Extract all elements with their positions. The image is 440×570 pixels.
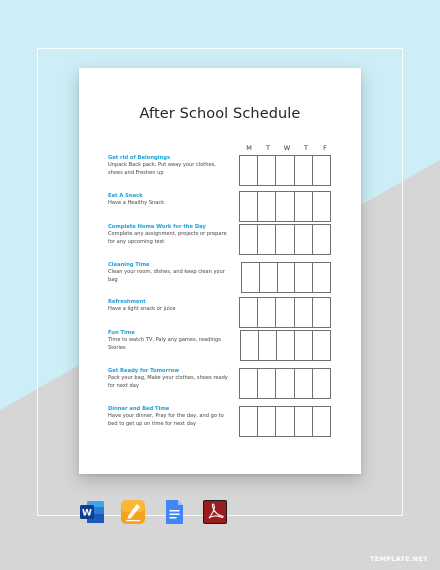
checkbox-grid bbox=[241, 262, 331, 293]
day-label: T bbox=[266, 144, 270, 152]
activity-title: Refreshment bbox=[108, 299, 146, 305]
activity-title: Fun Time bbox=[108, 330, 135, 336]
activity-description: Time to watch TV, Paly any games, readings Stories bbox=[108, 337, 221, 351]
activity-title: Complete Home Work for the Day bbox=[108, 224, 206, 230]
day-checkbox-cell[interactable] bbox=[313, 192, 330, 221]
day-label: F bbox=[323, 144, 327, 152]
day-checkbox-cell[interactable] bbox=[240, 369, 258, 398]
pages-icon[interactable] bbox=[119, 498, 147, 526]
day-checkbox-cell[interactable] bbox=[313, 156, 330, 185]
activity-description: Have a Healthy Snack bbox=[108, 200, 165, 206]
day-checkbox-cell[interactable] bbox=[258, 407, 276, 436]
activity-description: Pack your bag, Make your clothes, shoes ready for next day bbox=[108, 375, 228, 389]
checkbox-grid bbox=[239, 297, 331, 328]
day-checkbox-cell[interactable] bbox=[295, 225, 313, 254]
svg-text:W: W bbox=[82, 508, 92, 519]
day-checkbox-cell[interactable] bbox=[258, 298, 276, 327]
document-page bbox=[79, 68, 361, 474]
day-label: T bbox=[304, 144, 308, 152]
day-checkbox-cell[interactable] bbox=[258, 192, 276, 221]
day-checkbox-cell[interactable] bbox=[258, 369, 276, 398]
activity-title: Cleaning Time bbox=[108, 262, 150, 268]
activity-title: Get Ready for Tomorrow bbox=[108, 368, 180, 374]
pdf-icon[interactable] bbox=[201, 498, 229, 526]
day-checkbox-cell[interactable] bbox=[258, 225, 276, 254]
activity-description: Have a light snack or juice bbox=[108, 306, 176, 312]
day-checkbox-cell[interactable] bbox=[276, 369, 294, 398]
day-checkbox-cell[interactable] bbox=[259, 331, 277, 360]
day-checkbox-cell[interactable] bbox=[313, 331, 330, 360]
day-checkbox-cell[interactable] bbox=[240, 407, 258, 436]
day-checkbox-cell[interactable] bbox=[278, 263, 296, 292]
day-label: W bbox=[283, 144, 291, 152]
day-checkbox-cell[interactable] bbox=[313, 369, 330, 398]
day-checkbox-cell[interactable] bbox=[295, 369, 313, 398]
checkbox-grid bbox=[239, 191, 331, 222]
day-checkbox-cell[interactable] bbox=[240, 192, 258, 221]
day-checkbox-cell[interactable] bbox=[276, 156, 294, 185]
activity-description: Complete any assignment, projects or prepare for any upcoming test bbox=[108, 231, 227, 245]
day-checkbox-cell[interactable] bbox=[276, 225, 294, 254]
day-checkbox-cell[interactable] bbox=[277, 331, 295, 360]
day-label: M bbox=[246, 144, 252, 152]
activity-description: Clean your room, dishes, and keep clean your bag bbox=[108, 269, 225, 283]
checkbox-grid bbox=[239, 224, 331, 255]
document-title: After School Schedule bbox=[139, 106, 301, 122]
activity-description: Unpack Back pack, Put away your clothes, shoes and Freshen up bbox=[108, 162, 216, 176]
day-checkbox-cell[interactable] bbox=[295, 156, 313, 185]
checkbox-grid bbox=[240, 330, 331, 361]
activity-description: Have your dinner, Pray for the day, and go to bed to get up on time for next day bbox=[108, 413, 224, 427]
day-checkbox-cell[interactable] bbox=[295, 331, 313, 360]
day-checkbox-cell[interactable] bbox=[313, 407, 330, 436]
activity-title: Eat A Snack bbox=[108, 193, 143, 199]
day-checkbox-cell[interactable] bbox=[240, 156, 258, 185]
day-checkbox-cell[interactable] bbox=[242, 263, 260, 292]
watermark: TEMPLATE.NET bbox=[369, 555, 428, 563]
format-icons bbox=[78, 498, 229, 526]
day-checkbox-cell[interactable] bbox=[313, 298, 330, 327]
checkbox-grid bbox=[239, 406, 331, 437]
day-checkbox-cell[interactable] bbox=[313, 263, 330, 292]
day-checkbox-cell[interactable] bbox=[240, 298, 258, 327]
day-checkbox-cell[interactable] bbox=[240, 225, 258, 254]
google-docs-icon[interactable] bbox=[160, 498, 188, 526]
day-checkbox-cell[interactable] bbox=[276, 298, 294, 327]
day-checkbox-cell[interactable] bbox=[276, 192, 294, 221]
day-checkbox-cell[interactable] bbox=[295, 263, 313, 292]
checkbox-grid bbox=[239, 155, 331, 186]
day-checkbox-cell[interactable] bbox=[258, 156, 276, 185]
activity-title: Dinner and Bed Time bbox=[108, 406, 170, 412]
day-checkbox-cell[interactable] bbox=[276, 407, 294, 436]
day-checkbox-cell[interactable] bbox=[313, 225, 330, 254]
day-checkbox-cell[interactable] bbox=[295, 407, 313, 436]
day-checkbox-cell[interactable] bbox=[241, 331, 259, 360]
checkbox-grid bbox=[239, 368, 331, 399]
day-checkbox-cell[interactable] bbox=[260, 263, 278, 292]
day-checkbox-cell[interactable] bbox=[295, 192, 313, 221]
activity-title: Get rid of Belongings bbox=[108, 155, 171, 161]
day-checkbox-cell[interactable] bbox=[295, 298, 313, 327]
word-icon[interactable] bbox=[78, 498, 106, 526]
